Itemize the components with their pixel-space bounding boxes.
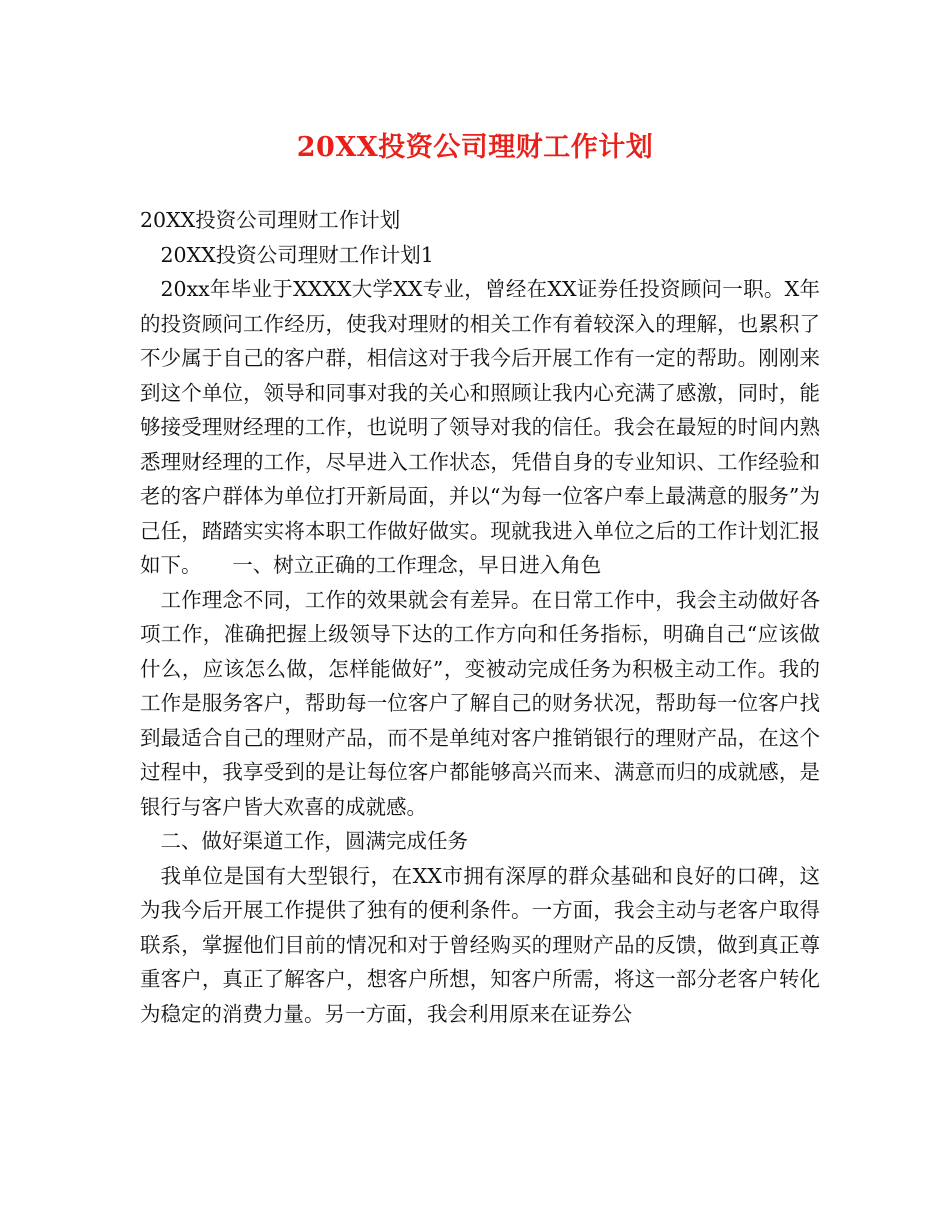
paragraph-heading: 20XX投资公司理财工作计划 xyxy=(140,208,401,232)
document-body xyxy=(140,203,820,1031)
paragraph-subheading: 20XX投资公司理财工作计划1 xyxy=(160,242,434,267)
section-heading-channel-work: 二、做好渠道工作，圆满完成任务 xyxy=(160,829,468,853)
paragraph-intro: 20xx年毕业于XXXX大学XX专业，曾经在XX证券任投资顾问一职。X年的投资顾问工作经历，使我对理财的相关工作有着较深入的理解，也累积了不少属于自己的客户群，相信这对于我今后开展工作有一定的帮助。刚刚来到这个单位，领导和同事对我的关心和照顾让我内心充满了感激，同时，能够接受理财经理的工作，也说明了领导对我的信任。我会在最短的时间内熟悉理财经理的工作，尽早进入工作状态，凭借自身的专业知识、工作经验和老的客户群体为单位打开新局面，并以“为每一位客户奉上最满意的服务”为己任，踏踏实实将本职工作做好做实。现就我进入单位之后的工作计划汇报如下。 一、树立正确的工作理念，早日进入角色 xyxy=(140,277,820,577)
paragraph-channel-work: 我单位是国有大型银行，在XX市拥有深厚的群众基础和良好的口碑，这为我今后开展工作提供了独有的便利条件。一方面，我会主动与老客户取得联系，掌握他们目前的情况和对于曾经购买的理财产品的反馈，做到真正尊重客户，真正了解客户，想客户所想，知客户所需，将这一部分老客户转化为稳定的消费力量。另一方面，我会利用原来在证券公 xyxy=(140,863,820,1026)
paragraph-work-philosophy: 工作理念不同，工作的效果就会有差异。在日常工作中，我会主动做好各项工作，准确把握上级领导下达的工作方向和任务指标，明确自己“应该做什么，应该怎么做，怎样能做好”，变被动完成任务为积极主动工作。我的工作是服务客户，帮助每一位客户了解自己的财务状况，帮助每一位客户找到最适合自己的理财产品，而不是单纯对客户推销银行的理财产品，在这个过程中，我享受到的是让每位客户都能够高兴而来、满意而归的成就感，是银行与客户皆大欢喜的成就感。 xyxy=(140,587,820,819)
document-title: 20XX投资公司理财工作计划 xyxy=(296,132,654,163)
